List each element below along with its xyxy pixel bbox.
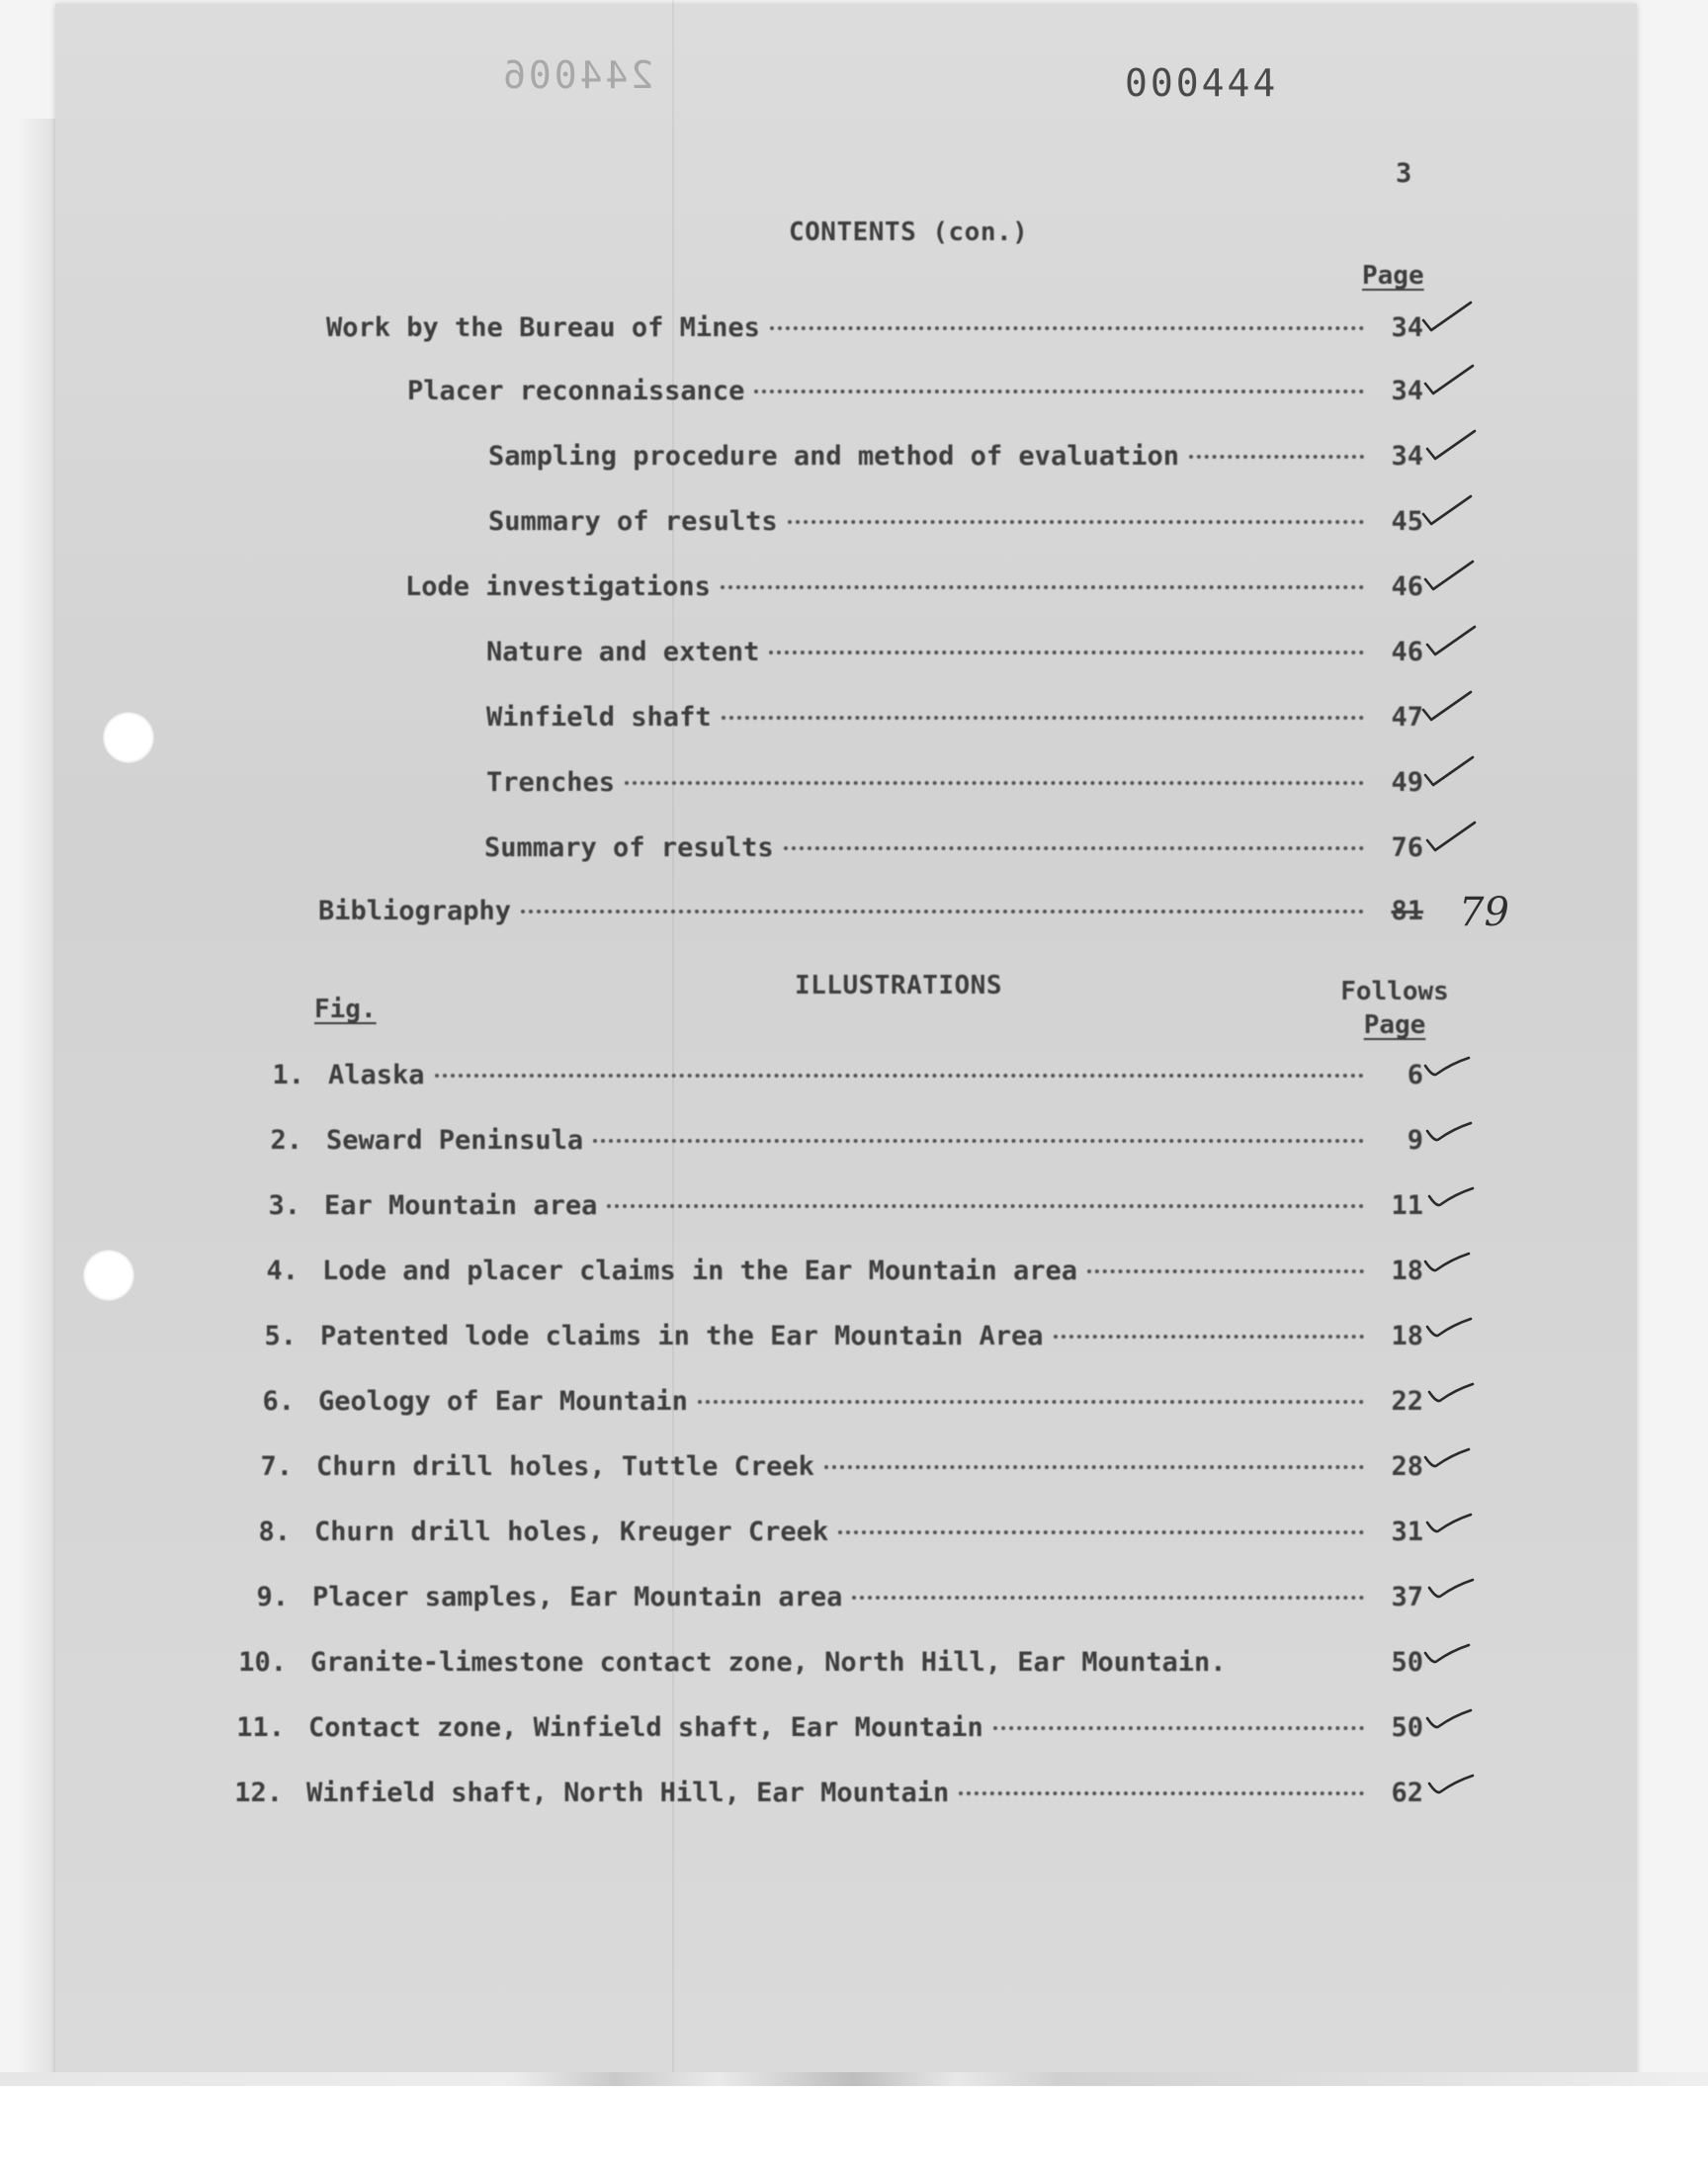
illustration-label: Placer samples, Ear Mountain area: [312, 1582, 843, 1612]
dot-leader: [993, 1726, 1364, 1730]
dot-leader: [593, 1139, 1364, 1143]
dot-leader: [521, 910, 1364, 914]
contents-entry: [488, 506, 1423, 542]
contents-entry: [486, 637, 1423, 672]
illustration-entry: [219, 1778, 1423, 1813]
contents-entry-page: 45: [1391, 506, 1423, 537]
illustration-number: 2.: [270, 1125, 302, 1156]
scanner-streak: [0, 2072, 1708, 2086]
contents-entry-label: Work by the Bureau of Mines: [326, 312, 760, 343]
check-mark-icon: [1419, 1436, 1479, 1475]
dot-leader: [824, 1465, 1364, 1469]
check-mark-icon: [1421, 1109, 1481, 1149]
dot-leader: [722, 716, 1364, 720]
illustration-page: 31: [1391, 1517, 1423, 1547]
fold-line: [672, 0, 674, 2076]
dot-leader: [769, 651, 1364, 654]
illustration-page: 50: [1391, 1712, 1423, 1743]
illustration-entry: [227, 1517, 1423, 1552]
illustration-label: Winfield shaft, North Hill, Ear Mountain: [306, 1778, 950, 1808]
contents-entry: [486, 702, 1423, 738]
illustration-number: 8.: [258, 1517, 291, 1547]
contents-entry-page: 46: [1391, 637, 1423, 667]
illustration-number: 4.: [266, 1256, 299, 1286]
contents-entry-page: 81: [1391, 896, 1423, 926]
illustration-entry: [231, 1386, 1423, 1422]
contents-entry-page: 47: [1391, 702, 1423, 733]
contents-entry-label: Bibliography: [318, 896, 512, 926]
contents-entry: [326, 312, 1423, 348]
illustration-label: Seward Peninsula: [326, 1125, 584, 1156]
illustration-entry: [225, 1582, 1423, 1617]
fig-column-header: Fig.: [314, 995, 377, 1024]
contents-entry-label: Summary of results: [488, 506, 778, 537]
contents-entry: [486, 767, 1423, 803]
illustration-entry: [241, 1060, 1423, 1095]
contents-entry-label: Lode investigations: [405, 571, 711, 602]
check-mark-icon: [1423, 1566, 1483, 1606]
check-mark-icon: [1423, 817, 1483, 856]
check-mark-icon: [1421, 1501, 1481, 1540]
dot-leader: [698, 1400, 1364, 1404]
illustration-entry: [229, 1451, 1423, 1487]
check-mark-icon: [1423, 1762, 1483, 1801]
illustration-entry: [237, 1190, 1423, 1226]
contents-entry-page: 34: [1391, 441, 1423, 472]
illustration-entry: [223, 1647, 1423, 1683]
dot-leader: [788, 520, 1364, 524]
dot-leader: [770, 326, 1364, 330]
dot-leader: [607, 1204, 1364, 1208]
dot-leader: [1189, 455, 1364, 459]
dot-leader: [1054, 1335, 1365, 1339]
bleed-through-stamp: 244006: [500, 53, 654, 97]
illustration-label: Ear Mountain area: [324, 1190, 598, 1221]
illustration-page: 37: [1391, 1582, 1423, 1612]
illustration-page: 9: [1407, 1125, 1423, 1156]
follows-header-line1: Follows: [1340, 977, 1449, 1006]
contents-entry-label: Trenches: [486, 767, 616, 798]
illustration-number: 5.: [264, 1321, 297, 1351]
illustration-entry: [235, 1256, 1423, 1291]
illustration-number: 3.: [268, 1190, 300, 1221]
illustration-number: 12.: [234, 1778, 283, 1808]
illustration-label: Patented lode claims in the Ear Mountain Area: [320, 1321, 1044, 1351]
illustration-page: 6: [1407, 1060, 1423, 1090]
dot-leader: [1087, 1269, 1364, 1273]
dot-leader: [959, 1791, 1364, 1795]
illustration-label: Geology of Ear Mountain: [318, 1386, 688, 1417]
dot-leader: [625, 781, 1364, 785]
illustration-number: 1.: [272, 1060, 304, 1090]
illustration-label: Alaska: [328, 1060, 425, 1090]
check-mark-icon: [1423, 621, 1483, 660]
document-number-stamp: 000444: [1125, 61, 1279, 105]
check-mark-icon: [1419, 1044, 1479, 1084]
illustration-number: 6.: [262, 1386, 295, 1417]
illustration-label: Churn drill holes, Tuttle Creek: [316, 1451, 814, 1482]
check-mark-icon: [1423, 1370, 1483, 1410]
check-mark-icon: [1423, 425, 1483, 465]
illustration-page: 62: [1391, 1778, 1423, 1808]
contents-entry: [407, 376, 1423, 411]
dot-leader: [435, 1074, 1364, 1078]
illustration-page: 28: [1391, 1451, 1423, 1482]
illustration-label: Contact zone, Winfield shaft, Ear Mountain: [308, 1712, 983, 1743]
dot-leader: [784, 846, 1364, 850]
illustration-label: Granite-limestone contact zone, North Hill, Ear Mountain.: [310, 1647, 1227, 1678]
check-mark-icon: [1419, 1240, 1479, 1279]
check-mark-icon: [1419, 1631, 1479, 1671]
check-mark-icon: [1421, 556, 1481, 595]
check-mark-icon: [1421, 1696, 1481, 1736]
check-mark-icon: [1419, 490, 1479, 530]
check-mark-icon: [1423, 1174, 1483, 1214]
contents-page-column-header: Page: [1362, 261, 1424, 291]
illustration-page: 50: [1391, 1647, 1423, 1678]
illustration-label: Churn drill holes, Kreuger Creek: [314, 1517, 829, 1547]
check-mark-icon: [1421, 360, 1481, 399]
illustration-page: 18: [1391, 1256, 1423, 1286]
contents-entry-label: Nature and extent: [486, 637, 760, 667]
punch-hole: [83, 1250, 134, 1301]
handwritten-page-correction: 79: [1459, 890, 1509, 935]
contents-entry: [405, 571, 1423, 607]
contents-entry-page: 49: [1391, 767, 1423, 798]
contents-entry-page: 34: [1391, 376, 1423, 406]
check-mark-icon: [1419, 686, 1479, 726]
illustration-number: 7.: [260, 1451, 293, 1482]
contents-entry-label: Placer reconnaissance: [407, 376, 745, 406]
contents-entry: [488, 441, 1423, 477]
illustration-page: 11: [1391, 1190, 1423, 1221]
illustration-number: 10.: [238, 1647, 287, 1678]
dot-leader: [754, 390, 1364, 393]
contents-entry-page: 76: [1391, 832, 1423, 863]
contents-heading: CONTENTS (con.): [789, 218, 1029, 247]
follows-page-column-header: [1332, 975, 1457, 1042]
illustration-entry: [233, 1321, 1423, 1356]
contents-entry: [318, 896, 1423, 931]
contents-entry-label: Sampling procedure and method of evaluation: [488, 441, 1179, 472]
contents-entry-label: Summary of results: [484, 832, 774, 863]
check-mark-icon: [1421, 1305, 1481, 1345]
follows-header-line2: Page: [1363, 1010, 1426, 1040]
illustration-number: 11.: [236, 1712, 285, 1743]
illustration-entry: [221, 1712, 1423, 1748]
illustration-label: Lode and placer claims in the Ear Mountain area: [322, 1256, 1078, 1286]
page-number: 3: [1396, 158, 1412, 189]
punch-hole: [103, 712, 154, 763]
illustration-page: 22: [1391, 1386, 1423, 1417]
illustration-entry: [239, 1125, 1423, 1161]
illustration-page: 18: [1391, 1321, 1423, 1351]
dot-leader: [721, 585, 1364, 589]
check-mark-icon: [1419, 297, 1479, 336]
dot-leader: [838, 1530, 1364, 1534]
check-mark-icon: [1421, 751, 1481, 791]
contents-entry-page: 34: [1391, 312, 1423, 343]
illustration-number: 9.: [256, 1582, 289, 1612]
dot-leader: [852, 1596, 1364, 1600]
contents-entry-page: 46: [1391, 571, 1423, 602]
illustrations-heading: ILLUSTRATIONS: [795, 971, 1002, 1000]
contents-entry: [484, 832, 1423, 868]
contents-entry-label: Winfield shaft: [486, 702, 712, 733]
paper-shadow: [16, 119, 55, 2076]
